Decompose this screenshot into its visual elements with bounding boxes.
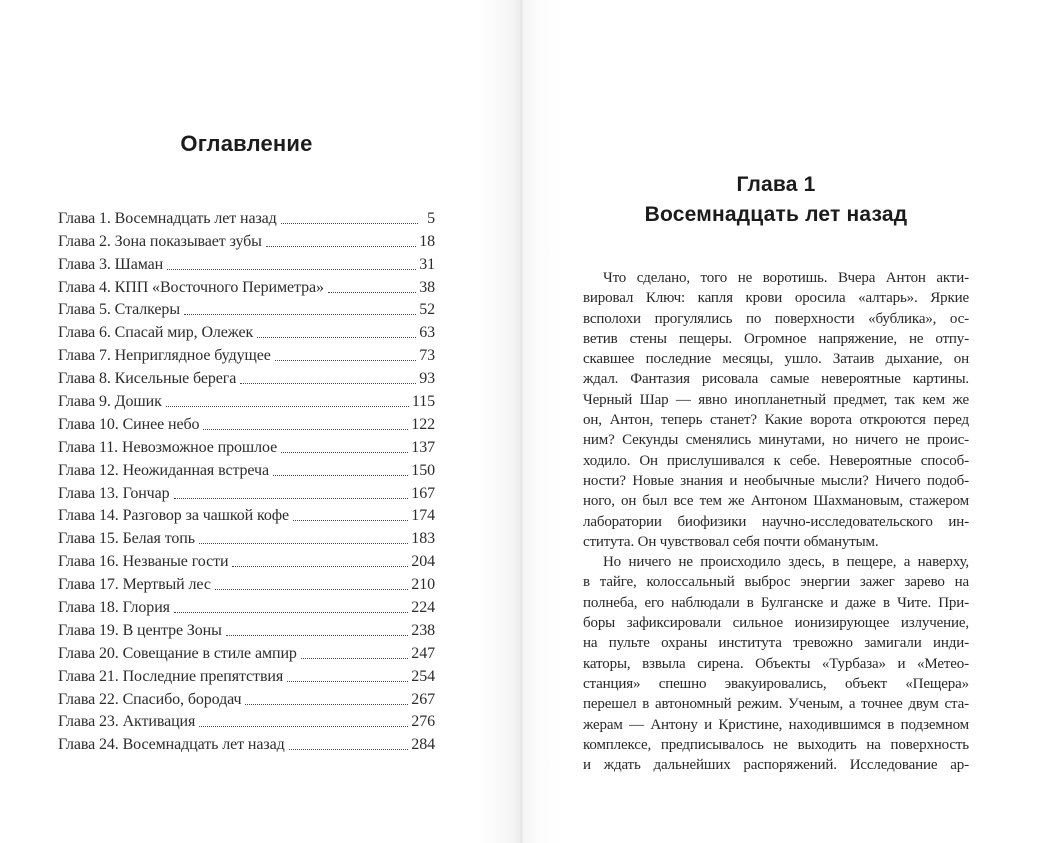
toc-entry-label: Глава 24. Восемнадцать лет назад: [58, 736, 285, 754]
toc-entry: [58, 411, 435, 434]
dot-leader: [245, 704, 408, 705]
chapter-page: [583, 172, 969, 775]
dot-leader: [215, 589, 408, 590]
toc-entry-label: Глава 22. Спасибо, бородач: [58, 690, 242, 708]
toc-entry: [58, 251, 435, 274]
body-line: Но ничего не происходило здесь, в пещере, а наверху,: [603, 554, 969, 571]
body-line: ности? Новые знания и необычные мысли? Ничего подоб-: [583, 472, 969, 489]
dot-leader: [174, 612, 408, 613]
toc-entry-page: 254: [411, 667, 435, 685]
toc-entry-page: 63: [419, 324, 435, 342]
chapter-number: Глава 1: [736, 173, 816, 196]
dot-leader: [226, 635, 409, 636]
toc-list: [58, 205, 435, 754]
toc-entry-label: Глава 8. Кисельные берега: [58, 370, 237, 388]
toc-entry-label: Глава 1. Восемнадцать лет назад: [58, 209, 277, 227]
body-line: полнеба, его наблюдали в Булганске и даже в Чите. При-: [583, 594, 969, 611]
toc-entry-label: Глава 11. Невозможное прошлое: [58, 438, 278, 456]
dot-leader: [203, 429, 408, 430]
toc-entry: [58, 457, 435, 480]
body-line: на пульте охраны института тревожно замигали инди-: [583, 635, 969, 652]
toc-entry-label: Глава 19. В центре Зоны: [58, 621, 222, 639]
toc-entry: [58, 503, 435, 526]
toc-entry-label: Глава 15. Белая топь: [58, 530, 195, 548]
body-line: ветив стены пещеры. Огромное напряжение, не отпу-: [583, 330, 969, 347]
dot-leader: [167, 269, 416, 270]
chapter-body: [583, 268, 969, 775]
toc-entry: [58, 228, 435, 251]
body-line: скавшее последние месяцы, ушло. Затаив дыхание, он: [583, 351, 969, 368]
toc-entry-page: 5: [427, 209, 435, 227]
toc-entry: [58, 594, 435, 617]
toc-entry-page: 284: [411, 736, 435, 754]
toc-entry: [58, 480, 435, 503]
toc-entry: [58, 571, 435, 594]
dot-leader: [199, 726, 408, 727]
body-line: каторы, взвыла сирена. Объекты «Турбаза» и «Метео-: [583, 655, 969, 672]
chapter-title: Восемнадцать лет назад: [644, 203, 908, 226]
toc-entry-page: 210: [411, 576, 435, 594]
toc-entry-page: 276: [411, 713, 435, 731]
toc-entry-label: Глава 10. Синее небо: [58, 415, 200, 433]
toc-entry-label: Глава 7. Неприглядное будущее: [58, 347, 271, 365]
body-line: и ждать дальнейших распоряжений. Исследование ар-: [583, 757, 969, 774]
toc-entry-label: Глава 13. Гончар: [58, 484, 170, 502]
toc-entry-page: 52: [419, 301, 435, 319]
toc-entry: [58, 205, 435, 228]
toc-entry-label: Глава 14. Разговор за чашкой кофе: [58, 507, 290, 525]
toc-entry-label: Глава 23. Активация: [58, 713, 196, 731]
body-line: жерам — Антону и Кристине, находившимся в подземном: [583, 716, 969, 733]
toc-entry-page: 31: [419, 255, 435, 273]
toc-entry-label: Глава 9. Дошик: [58, 393, 162, 411]
toc-entry-page: 18: [419, 232, 435, 250]
toc-entry-page: 122: [411, 415, 435, 433]
body-line: ного, он был все тем же Антоном Шахмановым, стажером: [583, 493, 969, 510]
toc-page: [58, 131, 435, 754]
toc-entry-page: 224: [411, 599, 435, 617]
toc-entry: [58, 319, 435, 342]
body-line: Черный Шар — явно инопланетный предмет, так кем же: [583, 391, 969, 408]
toc-entry-page: 267: [411, 690, 435, 708]
toc-entry-page: 115: [411, 393, 435, 411]
toc-entry: [58, 640, 435, 663]
toc-title: Оглавление: [180, 131, 313, 156]
dot-leader: [199, 543, 408, 544]
dot-leader: [166, 406, 409, 407]
toc-entry-label: Глава 5. Сталкеры: [58, 301, 180, 319]
toc-entry-page: 38: [419, 278, 435, 296]
dot-leader: [289, 749, 409, 750]
toc-entry: [58, 342, 435, 365]
body-line: перешел в автономный режим. Ученым, а точнее двум ста-: [583, 696, 969, 713]
dot-leader: [273, 475, 408, 476]
toc-entry: [58, 434, 435, 457]
dot-leader: [257, 337, 416, 338]
body-line: ним? Секунды сменялись минутами, но ничего не проис-: [583, 432, 969, 449]
toc-entry-label: Глава 2. Зона показывает зубы: [58, 232, 262, 250]
dot-leader: [266, 246, 416, 247]
dot-leader: [240, 383, 416, 384]
body-line: лаборатории биофизики научно-исследовательского ин-: [583, 513, 969, 530]
toc-entry-page: 137: [411, 438, 435, 456]
dot-leader: [281, 452, 408, 453]
body-line: комплексе, предписывалось не выходить на поверхность: [583, 736, 969, 753]
toc-entry-label: Глава 12. Неожиданная встреча: [58, 461, 269, 479]
body-line: ходило. Он прислушивался к себе. Невероятные способ-: [583, 452, 969, 469]
toc-entry-page: 174: [411, 507, 435, 525]
body-line: Что сделано, того не воротишь. Вчера Антон акти-: [603, 270, 969, 286]
toc-entry-label: Глава 16. Незваные гости: [58, 553, 229, 571]
body-line: в тайге, колоссальный выброс энергии зажег зарево на: [583, 574, 969, 591]
toc-entry: [58, 365, 435, 388]
dot-leader: [328, 292, 416, 293]
toc-entry: [58, 663, 435, 686]
toc-entry-page: 238: [411, 621, 435, 639]
toc-entry: [58, 686, 435, 709]
dot-leader: [287, 681, 408, 682]
toc-entry: [58, 617, 435, 640]
dot-leader: [301, 658, 408, 659]
body-line: он, Антон, теперь станет? Какие ворота откроются перед: [583, 412, 969, 429]
dot-leader: [275, 360, 416, 361]
toc-entry-page: 183: [411, 530, 435, 548]
dot-leader: [232, 566, 408, 567]
body-line: ждал. Фантазия рисовала самые невероятные картины.: [583, 371, 969, 388]
dot-leader: [174, 498, 409, 499]
body-line: всполохи прогулялись по поверхности «бублика», ос-: [583, 310, 969, 327]
toc-entry-label: Глава 21. Последние препятствия: [58, 667, 284, 685]
toc-entry-label: Глава 17. Мертвый лес: [58, 576, 211, 594]
toc-entry: [58, 731, 435, 754]
toc-entry-page: 150: [411, 461, 435, 479]
toc-entry-label: Глава 4. КПП «Восточного Периметра»: [58, 278, 324, 296]
dot-leader: [184, 314, 416, 315]
toc-entry-page: 93: [419, 370, 435, 388]
toc-entry: [58, 525, 435, 548]
toc-entry-page: 204: [411, 553, 435, 571]
body-line: вировал Ключ: капля крови оросила «алтарь». Яркие: [583, 290, 969, 307]
toc-entry: [58, 297, 435, 320]
toc-entry: [58, 709, 435, 732]
dot-leader: [293, 520, 408, 521]
body-line: станция» спешно эвакуировались, объект «Пещера»: [583, 675, 969, 692]
toc-entry-label: Глава 20. Совещание в стиле ампир: [58, 644, 297, 662]
toc-entry-label: Глава 18. Глория: [58, 599, 170, 617]
toc-entry-label: Глава 3. Шаман: [58, 255, 164, 273]
page-gutter-shadow: [477, 0, 565, 843]
toc-entry-label: Глава 6. Спасай мир, Олежек: [58, 324, 254, 342]
toc-entry-page: 247: [411, 644, 435, 662]
body-line: боры зафиксировали сильное ионизирующее излучение,: [583, 615, 969, 632]
toc-entry-page: 167: [411, 484, 435, 502]
toc-entry: [58, 274, 435, 297]
toc-entry: [58, 548, 435, 571]
body-line: ститута. Он чувствовал себя почти обманутым.: [583, 533, 879, 550]
dot-leader: [281, 223, 418, 224]
toc-entry: [58, 388, 435, 411]
toc-entry-page: 73: [419, 347, 435, 365]
